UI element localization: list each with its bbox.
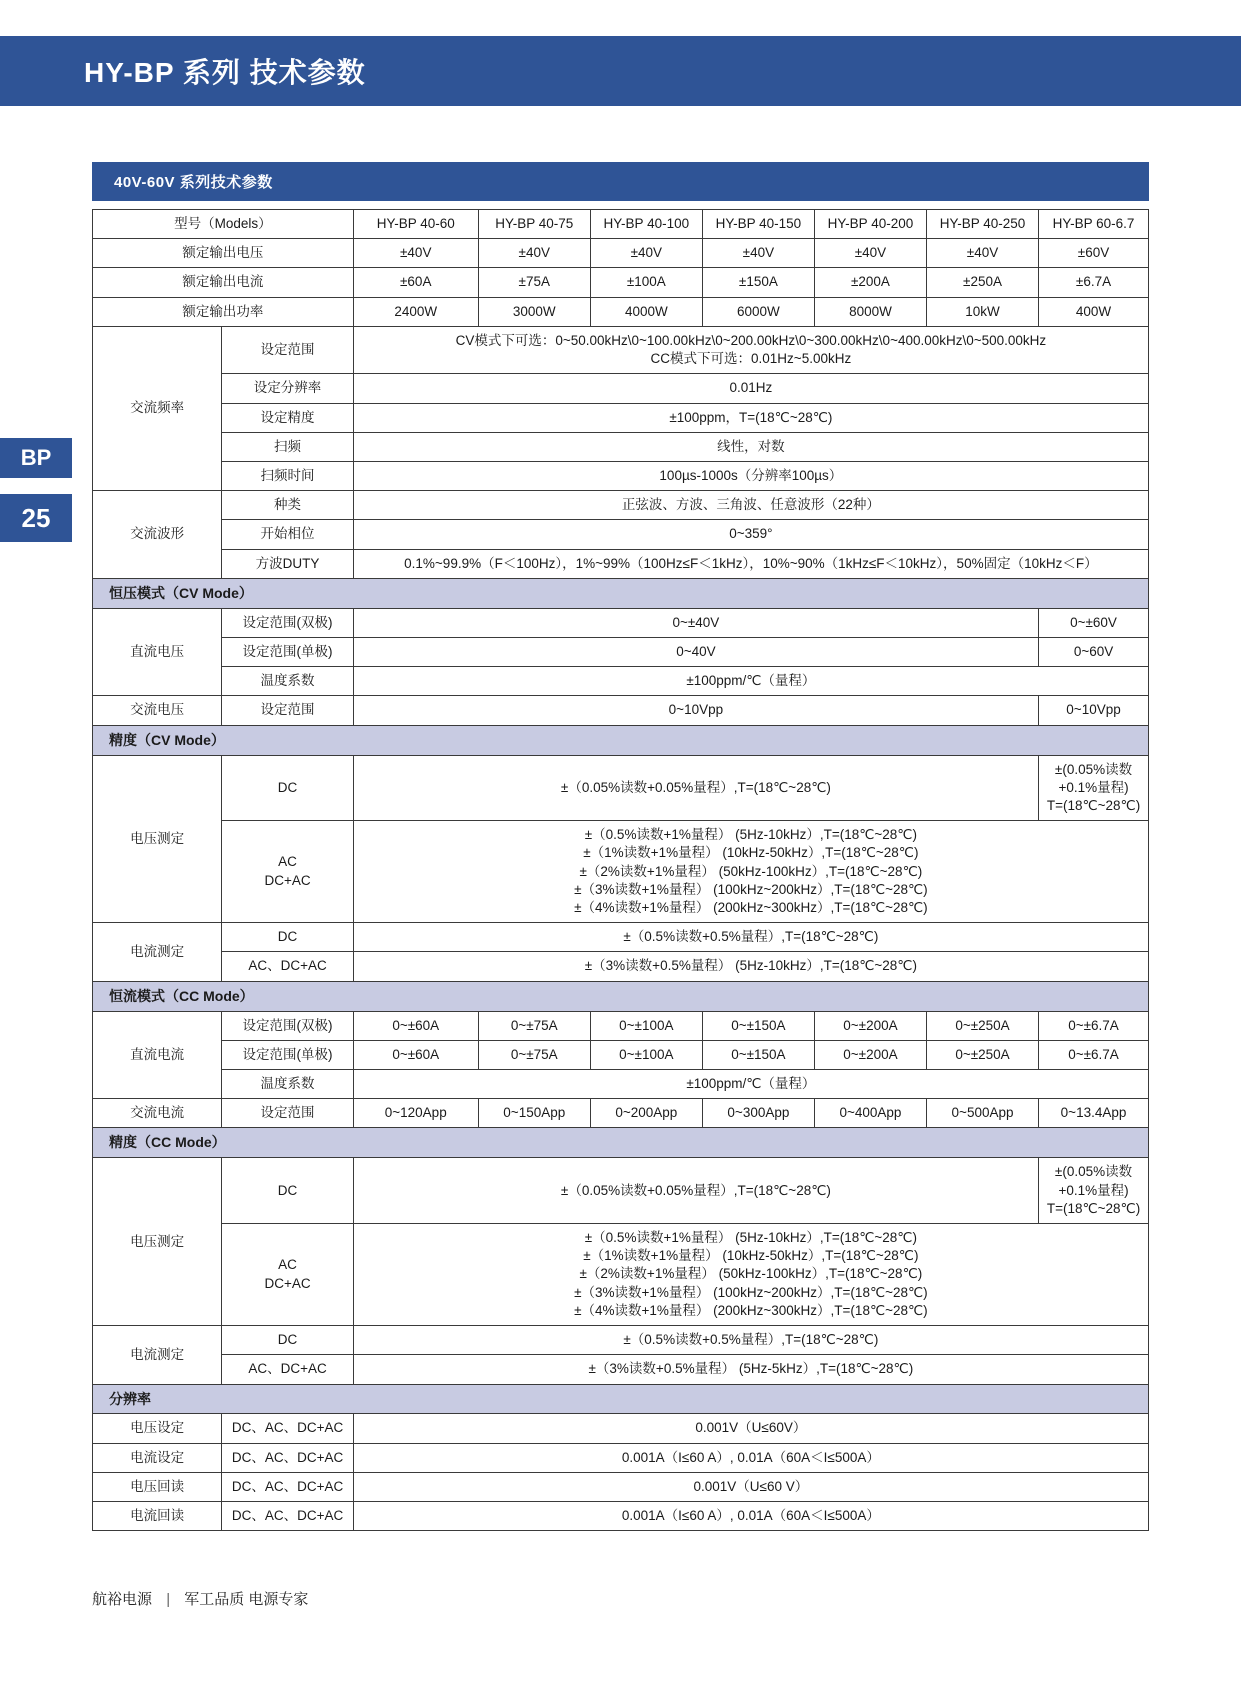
rated-voltage-0: ±40V	[353, 239, 478, 268]
rated-current-5: ±250A	[926, 268, 1038, 297]
rated-current-1: ±75A	[478, 268, 590, 297]
acccv-curr-meas-label: 电流测定	[93, 923, 222, 981]
cc-dc-current-group-label: 直流电流	[93, 1011, 222, 1099]
acccv-curr-dc-value: ±（0.5%读数+0.5%量程）,T=(18℃~28℃)	[353, 923, 1148, 952]
resolution-mode-2: DC、AC、DC+AC	[222, 1472, 353, 1501]
table-row-ac-wave-duty	[93, 549, 1149, 578]
acccv-ac-line-2: ±（2%读数+1%量程） (50kHz-100kHz）,T=(18℃~28℃)	[579, 863, 923, 879]
cc-temp-coef-value: ±100ppm/℃（量程）	[353, 1070, 1148, 1099]
table-row-rated-voltage	[93, 239, 1149, 268]
resolution-mode-1: DC、AC、DC+AC	[222, 1443, 353, 1472]
acccc-dc-note	[1039, 1158, 1149, 1224]
footer-separator: |	[166, 1591, 171, 1608]
resolution-value-3: 0.001A（I≤60 A）, 0.01A（60A＜I≤500A）	[353, 1502, 1148, 1531]
acccc-curr-dc-label: DC	[222, 1326, 353, 1355]
ac-freq-range-line2: CC模式下可选：0.01Hz~5.00kHz	[650, 351, 852, 367]
rated-current-3: ±150A	[702, 268, 814, 297]
rated-voltage-3: ±40V	[702, 239, 814, 268]
ac-freq-resolution-label: 设定分辨率	[222, 374, 353, 403]
resolution-value-0: 0.001V（U≤60V）	[353, 1414, 1148, 1443]
table-row-cc-temp-coef	[93, 1070, 1149, 1099]
table-band-cc-mode	[93, 981, 1149, 1011]
cv-dc-voltage-group-label: 直流电压	[93, 608, 222, 696]
ac-freq-accuracy-label: 设定精度	[222, 403, 353, 432]
rated-power-4: 8000W	[814, 297, 926, 326]
acccv-dc-note-line1: ±(0.05%读数+0.1%量程)	[1054, 761, 1133, 795]
ac-freq-accuracy-value: ±100ppm，T=(18℃~28℃)	[353, 403, 1148, 432]
models-label: 型号（Models）	[93, 210, 354, 239]
table-band-resolution	[93, 1384, 1149, 1414]
cc-ac-range-label: 设定范围	[222, 1099, 353, 1128]
cc-ac-current-group-label: 交流电流	[93, 1099, 222, 1128]
model-name-1: HY-BP 40-75	[478, 210, 590, 239]
resolution-value-1: 0.001A（I≤60 A）, 0.01A（60A＜I≤500A）	[353, 1443, 1148, 1472]
accuracy-cc-band-label: 精度（CC Mode）	[93, 1128, 1149, 1158]
cc-unipolar-0: 0~±60A	[353, 1040, 478, 1069]
cc-ac-range-3: 0~300App	[702, 1099, 814, 1128]
table-row-resolution-3	[93, 1502, 1149, 1531]
table-row-resolution-1	[93, 1443, 1149, 1472]
resolution-label-1: 电流设定	[93, 1443, 222, 1472]
page-title-banner	[0, 36, 1241, 106]
acccv-dc-label: DC	[222, 755, 353, 821]
rated-voltage-label: 额定输出电压	[93, 239, 354, 268]
page-title: HY-BP 系列 技术参数	[84, 57, 366, 88]
table-row-ac-freq-resolution	[93, 374, 1149, 403]
model-name-6: HY-BP 60-6.7	[1039, 210, 1149, 239]
cv-temp-coef-label: 温度系数	[222, 667, 353, 696]
table-row-rated-power	[93, 297, 1149, 326]
acccc-curr-ac-label: AC、DC+AC	[222, 1355, 353, 1384]
cv-unipolar-last: 0~60V	[1039, 637, 1149, 666]
cv-bipolar-last: 0~±60V	[1039, 608, 1149, 637]
table-row-cc-bipolar	[93, 1011, 1149, 1040]
ac-wave-phase-label: 开始相位	[222, 520, 353, 549]
ac-freq-sweep-value: 线性，对数	[353, 432, 1148, 461]
table-row-acccv-curr-ac	[93, 952, 1149, 981]
acccv-ac-line-1: ±（1%读数+1%量程） (10kHz-50kHz）,T=(18℃~28℃)	[583, 845, 919, 861]
table-row-resolution-0	[93, 1414, 1149, 1443]
model-name-0: HY-BP 40-60	[353, 210, 478, 239]
ac-wave-group-label: 交流波形	[93, 491, 222, 579]
table-row-ac-wave-type	[93, 491, 1149, 520]
resolution-mode-3: DC、AC、DC+AC	[222, 1502, 353, 1531]
cc-bipolar-5: 0~±250A	[926, 1011, 1038, 1040]
resolution-mode-0: DC、AC、DC+AC	[222, 1414, 353, 1443]
table-row-ac-wave-phase	[93, 520, 1149, 549]
rated-current-0: ±60A	[353, 268, 478, 297]
acccc-dc-note-line2: T=(18℃~28℃)	[1046, 1200, 1141, 1216]
acccc-curr-dc-value: ±（0.5%读数+0.5%量程）,T=(18℃~28℃)	[353, 1326, 1148, 1355]
side-tab-series: BP	[0, 438, 72, 478]
table-row-cv-unipolar	[93, 637, 1149, 666]
acccc-dc-main: ±（0.05%读数+0.05%量程）,T=(18℃~28℃)	[353, 1158, 1038, 1224]
cv-ac-voltage-group-label: 交流电压	[93, 696, 222, 725]
acccc-ac-line-3: ±（3%读数+1%量程） (100kHz~200kHz）,T=(18℃~28℃)	[574, 1284, 928, 1300]
cv-unipolar-main: 0~40V	[353, 637, 1038, 666]
ac-wave-type-value: 正弦波、方波、三角波、任意波形（22种）	[353, 491, 1148, 520]
acccv-ac-label-line1: AC	[278, 854, 297, 870]
acccv-ac-line-3: ±（3%读数+1%量程） (100kHz~200kHz）,T=(18℃~28℃)	[574, 881, 928, 897]
acccc-ac-label	[222, 1224, 353, 1326]
rated-voltage-6: ±60V	[1039, 239, 1149, 268]
acccc-ac-line-4: ±（4%读数+1%量程） (200kHz~300kHz）,T=(18℃~28℃)	[574, 1302, 928, 1318]
cv-ac-range-main: 0~10Vpp	[353, 696, 1038, 725]
ac-freq-sweep-label: 扫频	[222, 432, 353, 461]
cc-unipolar-2: 0~±100A	[590, 1040, 702, 1069]
acccv-volt-meas-label: 电压测定	[93, 755, 222, 923]
acccv-curr-dc-label: DC	[222, 923, 353, 952]
model-name-4: HY-BP 40-200	[814, 210, 926, 239]
resolution-label-2: 电压回读	[93, 1472, 222, 1501]
acccc-volt-meas-label: 电压测定	[93, 1158, 222, 1326]
cc-temp-coef-label: 温度系数	[222, 1070, 353, 1099]
resolution-value-2: 0.001V（U≤60 V）	[353, 1472, 1148, 1501]
resolution-label-3: 电流回读	[93, 1502, 222, 1531]
resolution-label-0: 电压设定	[93, 1414, 222, 1443]
cv-temp-coef-value: ±100ppm/℃（量程）	[353, 667, 1148, 696]
cc-ac-range-4: 0~400App	[814, 1099, 926, 1128]
acccv-ac-line-0: ±（0.5%读数+1%量程） (5Hz-10kHz）,T=(18℃~28℃)	[584, 827, 917, 843]
rated-current-4: ±200A	[814, 268, 926, 297]
model-name-2: HY-BP 40-100	[590, 210, 702, 239]
acccv-dc-note-line2: T=(18℃~28℃)	[1046, 797, 1141, 813]
acccv-ac-line-4: ±（4%读数+1%量程） (200kHz~300kHz）,T=(18℃~28℃)	[574, 900, 928, 916]
table-row-acccc-volt-dc	[93, 1158, 1149, 1224]
acccc-dc-label: DC	[222, 1158, 353, 1224]
accuracy-cv-band-label: 精度（CV Mode）	[93, 725, 1149, 755]
acccv-curr-ac-label: AC、DC+AC	[222, 952, 353, 981]
cc-ac-range-5: 0~500App	[926, 1099, 1038, 1128]
acccv-dc-note	[1039, 755, 1149, 821]
table-row-acccc-curr-ac	[93, 1355, 1149, 1384]
model-name-5: HY-BP 40-250	[926, 210, 1038, 239]
rated-voltage-5: ±40V	[926, 239, 1038, 268]
footer-brand: 航裕电源	[92, 1591, 153, 1608]
table-row-ac-freq-accuracy	[93, 403, 1149, 432]
rated-power-1: 3000W	[478, 297, 590, 326]
cc-unipolar-6: 0~±6.7A	[1039, 1040, 1149, 1069]
ac-wave-phase-value: 0~359°	[353, 520, 1148, 549]
acccc-ac-values	[353, 1224, 1148, 1326]
acccc-ac-label-line1: AC	[278, 1257, 297, 1273]
cc-bipolar-3: 0~±150A	[702, 1011, 814, 1040]
cc-bipolar-1: 0~±75A	[478, 1011, 590, 1040]
acccc-dc-note-line1: ±(0.05%读数+0.1%量程)	[1054, 1164, 1133, 1198]
table-row-ac-freq-sweep	[93, 432, 1149, 461]
acccc-ac-label-line2: DC+AC	[264, 1275, 311, 1291]
table-row-acccv-curr-dc	[93, 923, 1149, 952]
cc-mode-band-label: 恒流模式（CC Mode）	[93, 981, 1149, 1011]
acccc-curr-ac-value: ±（3%读数+0.5%量程） (5Hz-5kHz）,T=(18℃~28℃)	[353, 1355, 1148, 1384]
cc-bipolar-4: 0~±200A	[814, 1011, 926, 1040]
page-footer	[92, 1588, 308, 1609]
table-band-cv-mode	[93, 578, 1149, 608]
acccc-curr-meas-label: 电流测定	[93, 1326, 222, 1384]
table-band-accuracy-cc	[93, 1128, 1149, 1158]
rated-voltage-2: ±40V	[590, 239, 702, 268]
ac-freq-range-label: 设定范围	[222, 326, 353, 373]
spec-table-container	[92, 162, 1149, 1531]
cc-unipolar-label: 设定范围(单极)	[222, 1040, 353, 1069]
table-row-resolution-2	[93, 1472, 1149, 1501]
model-name-3: HY-BP 40-150	[702, 210, 814, 239]
cc-ac-range-1: 0~150App	[478, 1099, 590, 1128]
ac-wave-type-label: 种类	[222, 491, 353, 520]
acccv-dc-main: ±（0.05%读数+0.05%量程）,T=(18℃~28℃)	[353, 755, 1038, 821]
ac-wave-duty-value: 0.1%~99.9%（F＜100Hz），1%~99%（100Hz≤F＜1kHz），10%~90%（1kHz≤F＜10kHz），50%固定（10kHz＜F）	[353, 549, 1148, 578]
table-row-acccc-curr-dc	[93, 1326, 1149, 1355]
ac-freq-range-line1: CV模式下可选：0~50.00kHz\0~100.00kHz\0~200.00kHz\0~300.00kHz\0~400.00kHz\0~500.00kHz	[455, 332, 1047, 348]
cv-ac-range-last: 0~10Vpp	[1039, 696, 1149, 725]
acccv-curr-ac-value: ±（3%读数+0.5%量程） (5Hz-10kHz）,T=(18℃~28℃)	[353, 952, 1148, 981]
rated-current-label: 额定输出电流	[93, 268, 354, 297]
rated-power-label: 额定输出功率	[93, 297, 354, 326]
table-row-cv-bipolar	[93, 608, 1149, 637]
cc-unipolar-4: 0~±200A	[814, 1040, 926, 1069]
resolution-band-label: 分辨率	[93, 1384, 1149, 1414]
acccc-ac-line-2: ±（2%读数+1%量程） (50kHz-100kHz）,T=(18℃~28℃)	[579, 1266, 923, 1282]
rated-power-5: 10kW	[926, 297, 1038, 326]
cc-unipolar-5: 0~±250A	[926, 1040, 1038, 1069]
rated-power-6: 400W	[1039, 297, 1149, 326]
cc-bipolar-6: 0~±6.7A	[1039, 1011, 1149, 1040]
rated-voltage-1: ±40V	[478, 239, 590, 268]
table-row-ac-freq-range	[93, 326, 1149, 373]
cc-unipolar-1: 0~±75A	[478, 1040, 590, 1069]
cc-bipolar-0: 0~±60A	[353, 1011, 478, 1040]
ac-freq-group-label: 交流频率	[93, 326, 222, 490]
rated-current-6: ±6.7A	[1039, 268, 1149, 297]
ac-freq-range-value	[353, 326, 1148, 373]
table-row-ac-freq-sweep-time	[93, 461, 1149, 490]
section-banner: 40V-60V 系列技术参数	[92, 162, 1149, 201]
acccv-ac-label	[222, 821, 353, 923]
cc-ac-range-0: 0~120App	[353, 1099, 478, 1128]
table-row-models	[93, 210, 1149, 239]
cv-mode-band-label: 恒压模式（CV Mode）	[93, 578, 1149, 608]
acccc-ac-line-0: ±（0.5%读数+1%量程） (5Hz-10kHz）,T=(18℃~28℃)	[584, 1230, 917, 1245]
table-row-acccv-volt-dc	[93, 755, 1149, 821]
cc-ac-range-2: 0~200App	[590, 1099, 702, 1128]
cv-bipolar-label: 设定范围(双极)	[222, 608, 353, 637]
acccc-ac-line-1: ±（1%读数+1%量程） (10kHz-50kHz）,T=(18℃~28℃)	[583, 1248, 919, 1264]
table-row-rated-current	[93, 268, 1149, 297]
rated-power-0: 2400W	[353, 297, 478, 326]
table-row-acccc-volt-ac	[93, 1224, 1149, 1326]
table-row-cc-ac-current	[93, 1099, 1149, 1128]
ac-freq-resolution-value: 0.01Hz	[353, 374, 1148, 403]
cc-ac-range-6: 0~13.4App	[1039, 1099, 1149, 1128]
cc-bipolar-label: 设定范围(双极)	[222, 1011, 353, 1040]
rated-power-2: 4000W	[590, 297, 702, 326]
acccv-ac-label-line2: DC+AC	[264, 872, 311, 888]
rated-power-3: 6000W	[702, 297, 814, 326]
cc-bipolar-2: 0~±100A	[590, 1011, 702, 1040]
side-tab-page-number: 25	[0, 494, 72, 542]
cv-ac-range-label: 设定范围	[222, 696, 353, 725]
footer-tagline: 军工品质 电源专家	[184, 1591, 309, 1608]
rated-current-2: ±100A	[590, 268, 702, 297]
ac-freq-sweep-time-value: 100µs-1000s（分辨率100µs）	[353, 461, 1148, 490]
specification-table	[92, 209, 1149, 1531]
table-row-cv-temp-coef	[93, 667, 1149, 696]
rated-voltage-4: ±40V	[814, 239, 926, 268]
ac-freq-sweep-time-label: 扫频时间	[222, 461, 353, 490]
cv-unipolar-label: 设定范围(单极)	[222, 637, 353, 666]
cc-unipolar-3: 0~±150A	[702, 1040, 814, 1069]
table-band-accuracy-cv	[93, 725, 1149, 755]
table-row-cv-ac-voltage	[93, 696, 1149, 725]
cv-bipolar-main: 0~±40V	[353, 608, 1038, 637]
table-row-acccv-volt-ac	[93, 821, 1149, 923]
table-row-cc-unipolar	[93, 1040, 1149, 1069]
acccv-ac-values	[353, 821, 1148, 923]
ac-wave-duty-label: 方波DUTY	[222, 549, 353, 578]
